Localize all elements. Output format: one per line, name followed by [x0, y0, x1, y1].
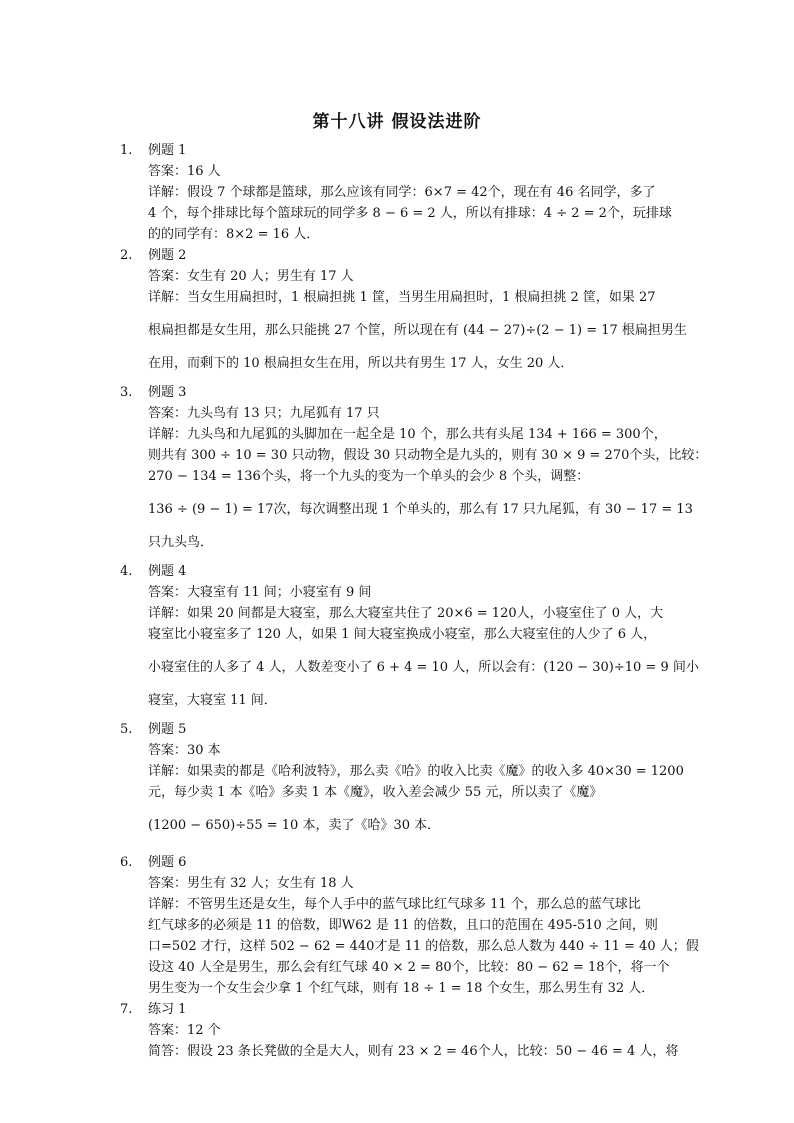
detail-line: 只九头鸟． — [148, 535, 214, 550]
item-detail — [120, 894, 699, 999]
detail-line: 寝室，大寝室 11 间． — [148, 693, 277, 708]
item-title: 例题 1 — [148, 143, 187, 158]
detail-line: 详解：如果卖的都是《哈利波特》，那么卖《哈》的收入比卖《魔》的收入多 40×30 = 1200 — [148, 764, 684, 779]
item-answer: 答案：男生有 32 人；女生有 18 人 — [148, 876, 354, 891]
item-detail — [120, 424, 708, 553]
detail-line: 寝室比小寝室多了 120 人，如果 1 间大寝室换成小寝室，那么大寝室住的人少了 6 人， — [148, 627, 657, 642]
detail-line: 口=502 才行，这样 502 − 62 = 440才是 11 的倍数，那么总人数为 440 ÷ 11 = 40 人；假 — [148, 939, 699, 954]
item-number: 1. — [120, 143, 133, 158]
item-title: 例题 2 — [148, 248, 187, 263]
item-number: 3. — [120, 385, 133, 400]
detail-line: 男生变为一个女生会少拿 1 个红气球，则有 18 ÷ 1 = 18 个女生，那么男生有 32 人． — [148, 981, 655, 996]
item-answer: 答案：女生有 20 人；男生有 17 人 — [148, 269, 354, 284]
item-detail — [120, 287, 687, 374]
solution-item-3 — [120, 382, 708, 553]
item-number: 2. — [120, 248, 133, 263]
detail-line: 详解：九头鸟和九尾狐的头脚加在一起全是 10 个，那么共有头尾 134 + 166 = 300个， — [148, 427, 667, 442]
detail-line: 元，每少卖 1 本《哈》多卖 1 本《魔》，收入差会减少 55 元，所以卖了《魔》 — [148, 785, 603, 800]
detail-line: 4 个，每个排球比每个篮球玩的同学多 8 − 6 = 2 人，所以有排球：4 ÷ 2 = 2个，玩排球 — [148, 206, 672, 221]
item-detail — [120, 1041, 680, 1062]
page-title: 第十八讲 假设法进阶 — [312, 112, 482, 132]
item-number: 7. — [120, 1002, 133, 1017]
detail-line: 详解：不管男生还是女生，每个人手中的蓝气球比红气球多 11 个，那么总的蓝气球比 — [148, 897, 641, 912]
detail-line: 详解：假设 7 个球都是篮球，那么应该有同学：6×7 = 42个，现在有 46 名同学，多了 — [148, 185, 656, 200]
item-number: 6. — [120, 855, 133, 870]
item-answer: 答案：大寝室有 11 间；小寝室有 9 间 — [148, 585, 372, 600]
detail-line: 小寝室住的人多了 4 人，人数差变小了 6 + 4 = 10 人，所以会有：(120 − 30)÷10 = 9 间小 — [148, 660, 699, 675]
detail-line: 136 ÷ (9 − 1) = 17次，每次调整出现 1 个单头的，那么有 17 只九尾狐，有 30 − 17 = 13 — [148, 502, 693, 517]
detail-line: 根扁担都是女生用，那么只能挑 27 个筐，所以现在有 (44 − 27)÷(2 − 1) = 17 根扁担男生 — [148, 323, 687, 338]
detail-line: 270 − 134 = 136个头，将一个九头的变为一个单头的会少 8 个头，调整： — [148, 469, 590, 484]
item-title: 例题 6 — [148, 855, 187, 870]
solutions-list — [120, 140, 708, 1062]
solution-item-1 — [120, 140, 680, 245]
item-detail — [120, 761, 684, 836]
detail-line: 则共有 300 ÷ 10 = 30 只动物，假设 30 只动物全是九头的，则有 30 × 9 = 270个头，比较： — [148, 448, 708, 463]
item-answer: 答案：12 个 — [148, 1023, 221, 1038]
solution-item-5 — [120, 719, 684, 836]
item-detail — [120, 603, 699, 711]
item-answer: 答案：九头鸟有 13 只；九尾狐有 17 只 — [148, 406, 380, 421]
detail-line: 详解：如果 20 间都是大寝室，那么大寝室共住了 20×6 = 120人，小寝室住了 0 人，大 — [148, 606, 664, 621]
detail-line: 详解：当女生用扁担时，1 根扁担挑 1 筐，当男生用扁担时，1 根扁担挑 2 筐，如果 27 — [148, 290, 656, 305]
solution-item-2 — [120, 245, 687, 374]
detail-line: 的的同学有：8×2 = 16 人． — [148, 227, 320, 242]
detail-line: (1200 − 650)÷55 = 10 本，卖了《哈》30 本． — [148, 818, 441, 833]
item-title: 例题 3 — [148, 385, 187, 400]
item-title: 例题 4 — [148, 564, 187, 579]
item-title: 练习 1 — [148, 1002, 187, 1017]
solution-item-7 — [120, 999, 680, 1062]
detail-line: 设这 40 人全是男生，那么会有红气球 40 × 2 = 80个，比较：80 − 62 = 18个，将一个 — [148, 960, 670, 975]
item-detail — [120, 182, 680, 245]
item-number: 4. — [120, 564, 133, 579]
detail-line: 在用，而剩下的 10 根扁担女生在用，所以共有男生 17 人，女生 20 人． — [148, 356, 574, 371]
solution-item-4 — [120, 561, 699, 711]
detail-line: 简答：假设 23 条长凳做的全是大人，则有 23 × 2 = 46个人，比较：50 − 46 = 4 人，将 — [148, 1044, 679, 1059]
item-title: 例题 5 — [148, 722, 187, 737]
item-answer: 答案：16 人 — [148, 164, 221, 179]
detail-line: 红气球多的必须是 11 的倍数，即W62 是 11 的倍数，且口的范围在 495-510 之间，则 — [148, 918, 658, 933]
item-number: 5. — [120, 722, 133, 737]
solution-item-6 — [120, 852, 699, 999]
item-answer: 答案：30 本 — [148, 743, 221, 758]
